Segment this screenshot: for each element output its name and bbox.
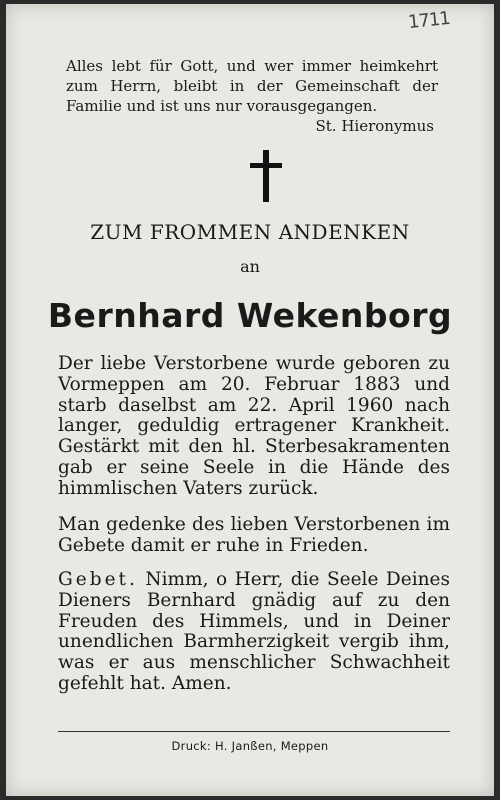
biography-paragraph: Der liebe Verstorbene wurde geboren zu Vormeppen am 20. Februar 1883 und starb daselbst am 22. April 1960 nach langer, geduldig ertragener Krankheit. Gestärkt mit den hl. Sterbesakramenten gab er seine Seele in die Hände des himmlischen Vaters zurück. — [58, 353, 450, 499]
prayer-label: Gebet. — [58, 569, 138, 590]
deceased-name: Bernhard Wekenborg — [47, 296, 453, 335]
memorial-card — [6, 4, 494, 796]
printer-credit: Druck: H. Janßen, Meppen — [171, 739, 329, 753]
remembrance-paragraph: Man gedenke des lieben Verstorbenen im Gebete damit er ruhe in Frieden. — [58, 514, 450, 556]
handwritten-number: 1711 — [407, 7, 451, 34]
memorial-heading: ZUM FROMMEN ANDENKEN — [90, 220, 410, 244]
prayer-text: Nimm, o Herr, die Seele Deines Dieners Bernhard gnädig auf zu den Freuden des Himmels, und in Deiner unendlichen Barmherzigkeit vergib ihm, was er aus menschlicher Schwachheit gefehlt hat. Amen. — [58, 569, 450, 694]
prayer-paragraph — [58, 570, 450, 695]
quote-author: St. Hieronymus — [315, 117, 434, 135]
footer-divider — [58, 731, 450, 732]
memorial-heading-sub: an — [240, 257, 260, 276]
cross-icon — [250, 150, 282, 202]
quote-text: Alles lebt für Gott, und wer immer heimkehrt zum Herrn, bleibt in der Gemeinschaft der Familie und ist uns nur vorausgegangen. — [66, 57, 438, 115]
